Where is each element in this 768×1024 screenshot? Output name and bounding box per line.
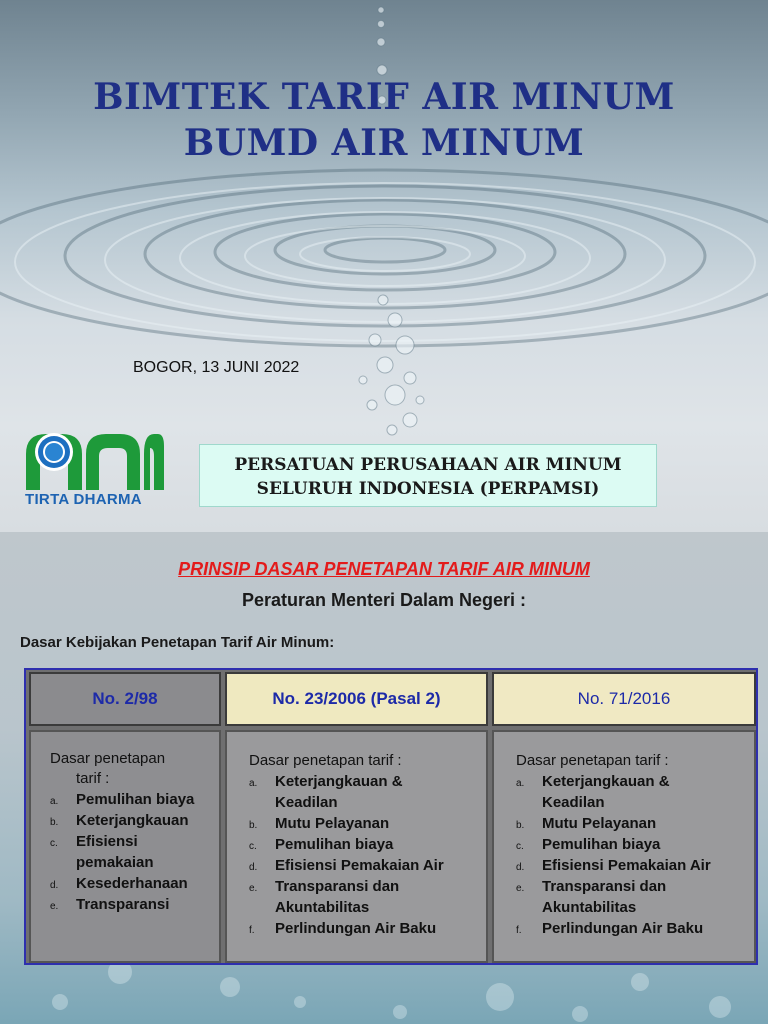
list-item: d. Kesederhanaan xyxy=(50,875,188,892)
org-line-1: PERSATUAN PERUSAHAAN AIR MINUM xyxy=(234,455,622,475)
list-item: d. Efisiensi Pemakaian Air xyxy=(249,857,444,874)
list-item: f. Perlindungan Air Baku xyxy=(516,920,704,937)
column-intro: Dasar penetapan tarif : xyxy=(249,752,402,769)
list-item: c. Efisiensi pemakaian xyxy=(50,833,154,871)
principles-slide xyxy=(0,532,768,1024)
column-header: No. 2/98 xyxy=(29,672,221,726)
list-item: e. Transparansi xyxy=(50,896,170,913)
list-item: f. Perlindungan Air Baku xyxy=(249,920,437,937)
column-body xyxy=(29,730,221,963)
slide-subtitle: Peraturan Menteri Dalam Negeri : xyxy=(241,590,527,610)
slide-title: PRINSIP DASAR PENETAPAN TARIF AIR MINUM xyxy=(178,559,590,579)
column-body xyxy=(225,730,488,963)
regulation-column-71-2016 xyxy=(492,672,756,963)
list-item: a. Keterjangkauan & Keadilan xyxy=(516,773,670,811)
column-header: No. 71/2016 xyxy=(492,672,756,726)
organization-banner xyxy=(199,444,657,507)
list-item: b. Mutu Pelayanan xyxy=(249,815,390,832)
list-item: e. Transparansi dan Akuntabilitas xyxy=(516,878,667,916)
column-intro-cont: tarif : xyxy=(76,770,110,787)
title-line-1: BIMTEK TARIF AIR MINUM xyxy=(93,76,675,118)
regulation-comparison-table xyxy=(24,668,758,965)
section-heading: Dasar Kebijakan Penetapan Tarif Air Minum: xyxy=(20,634,335,651)
list-item: c. Pemulihan biaya xyxy=(516,836,661,853)
list-item: a. Pemulihan biaya xyxy=(50,791,195,808)
column-intro: Dasar penetapan xyxy=(50,750,166,767)
principle-list xyxy=(516,771,744,939)
regulation-column-23-2006 xyxy=(225,672,488,963)
list-item: e. Transparansi dan Akuntabilitas xyxy=(249,878,400,916)
event-date: BOGOR, 13 JUNI 2022 xyxy=(133,359,300,376)
logo-wordmark: TIRTA DHARMA xyxy=(25,491,142,508)
list-item: b. Mutu Pelayanan xyxy=(516,815,657,832)
column-body xyxy=(492,730,756,963)
column-header: No. 23/2006 (Pasal 2) xyxy=(225,672,488,726)
list-item: a. Keterjangkauan & Keadilan xyxy=(249,773,403,811)
list-item: d. Efisiensi Pemakaian Air xyxy=(516,857,711,874)
list-item: c. Pemulihan biaya xyxy=(249,836,394,853)
presentation-title xyxy=(0,74,768,166)
org-line-2: SELURUH INDONESIA (PERPAMSI) xyxy=(256,479,600,499)
principle-list xyxy=(249,771,476,939)
list-item: b. Keterjangkauan xyxy=(50,812,189,829)
column-intro: Dasar penetapan tarif : xyxy=(516,752,669,769)
principle-list xyxy=(50,789,209,915)
title-line-2: BUMD AIR MINUM xyxy=(183,122,585,164)
regulation-column-2-98 xyxy=(29,672,221,963)
